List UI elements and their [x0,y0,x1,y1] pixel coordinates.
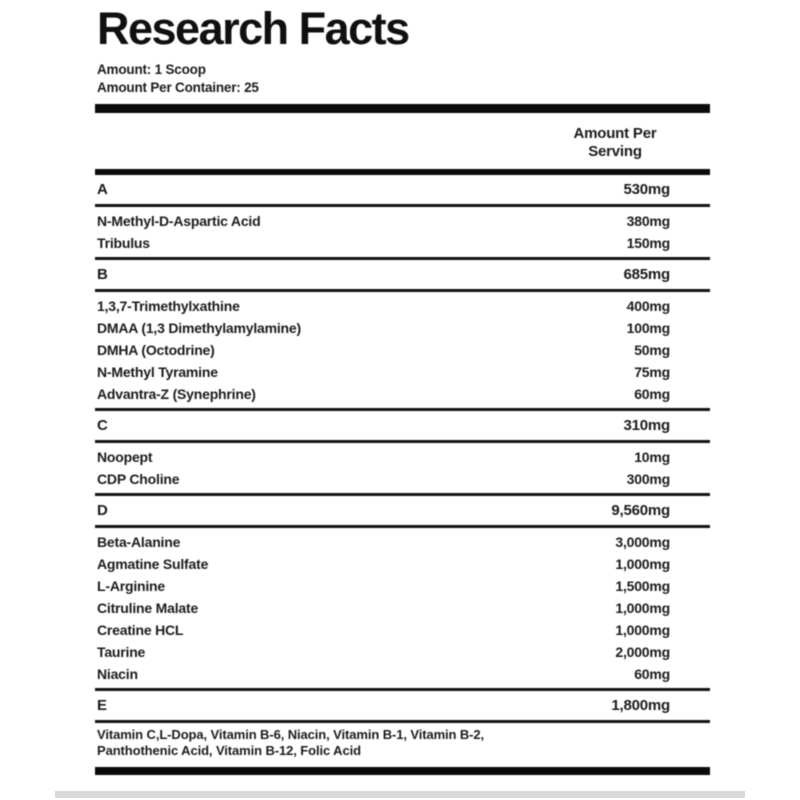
section-amount: 310mg [623,417,670,434]
ingredient-amount: 150mg [626,235,670,251]
ingredient-row [95,641,710,663]
ingredient-amount: 10mg [634,449,670,465]
ingredient-group [95,443,710,493]
section-amount: 1,800mg [611,697,670,714]
ingredient-amount: 75mg [634,364,670,380]
ingredient-row [95,663,710,685]
ingredient-amount: 380mg [626,213,670,229]
ingredient-amount: 1,500mg [615,578,670,594]
ingredient-amount: 400mg [626,298,670,314]
ingredient-name: Niacin [97,666,138,682]
serving-size-line: Amount: 1 Scoop [97,62,206,77]
ingredient-name: Taurine [97,644,146,660]
ingredient-row [95,317,710,339]
footnote-line2: Panthothenic Acid, Vitamin B-12, Folic Acid [97,743,361,758]
ingredient-amount: 2,000mg [615,644,670,660]
footnote [95,723,710,765]
footnote-line1: Vitamin C,L-Dopa, Vitamin B-6, Niacin, Vitamin B-1, Vitamin B-2, [97,727,485,742]
ingredient-row [95,619,710,641]
ingredient-amount: 1,000mg [615,600,670,616]
bottom-divider [95,767,710,775]
ingredient-amount: 3,000mg [615,534,670,550]
ingredient-amount: 60mg [634,386,670,402]
section-amount: 685mg [623,266,670,283]
amount-per-serving-header [540,113,710,169]
ingredient-name: Agmatine Sulfate [97,556,209,572]
ingredient-row [95,468,710,490]
ingredient-name: Citruline Malate [97,600,199,616]
section-row [95,496,710,525]
facts-table [95,175,710,723]
section-row [95,411,710,440]
ingredient-name: Tribulus [97,235,150,251]
supplement-facts-panel [95,0,710,775]
ingredient-group [95,207,710,257]
ingredient-row [95,597,710,619]
ingredient-name: L-Arginine [97,578,165,594]
ingredient-name: DMHA (Octodrine) [97,342,215,358]
section-amount: 9,560mg [611,502,670,519]
ingredient-row [95,446,710,468]
servings-per-container-line: Amount Per Container: 25 [97,80,259,95]
ingredient-row [95,232,710,254]
ingredient-name: N-Methyl Tyramine [97,364,218,380]
ingredient-name: Creatine HCL [97,622,184,638]
amount-per-serving-header-line1: Amount Per [573,125,657,142]
ingredient-name: 1,3,7-Trimethylxathine [97,298,240,314]
section-code: D [97,502,108,519]
ingredient-group [95,528,710,688]
ingredient-group [95,292,710,408]
ingredient-amount: 50mg [634,342,670,358]
section-code: E [97,697,107,714]
section-code: C [97,417,108,434]
ingredient-row [95,531,710,553]
ingredient-name: Noopept [97,449,153,465]
ingredient-amount: 60mg [634,666,670,682]
amount-per-serving-header-line2: Serving [588,143,642,160]
ingredient-row [95,383,710,405]
ingredient-name: N-Methyl-D-Aspartic Acid [97,213,261,229]
section-row [95,175,710,204]
ingredient-row [95,210,710,232]
ingredient-name: DMAA (1,3 Dimethylamylamine) [97,320,301,336]
ingredient-name: Advantra-Z (Synephrine) [97,386,256,402]
ingredient-amount: 300mg [626,471,670,487]
section-code: A [97,181,108,198]
panel-title: Research Facts [97,3,409,54]
bottom-photo-edge [55,791,745,798]
ingredient-row [95,553,710,575]
column-header-row [95,113,710,169]
top-divider [95,104,710,113]
ingredient-row [95,339,710,361]
ingredient-amount: 1,000mg [615,622,670,638]
ingredient-row [95,295,710,317]
section-row [95,691,710,720]
ingredient-amount: 100mg [626,320,670,336]
ingredient-name: CDP Choline [97,471,180,487]
ingredient-name: Beta-Alanine [97,534,181,550]
ingredient-row [95,361,710,383]
ingredient-row [95,575,710,597]
ingredient-amount: 1,000mg [615,556,670,572]
section-code: B [97,266,108,283]
section-amount: 530mg [623,181,670,198]
section-row [95,260,710,289]
serving-info [97,61,710,97]
